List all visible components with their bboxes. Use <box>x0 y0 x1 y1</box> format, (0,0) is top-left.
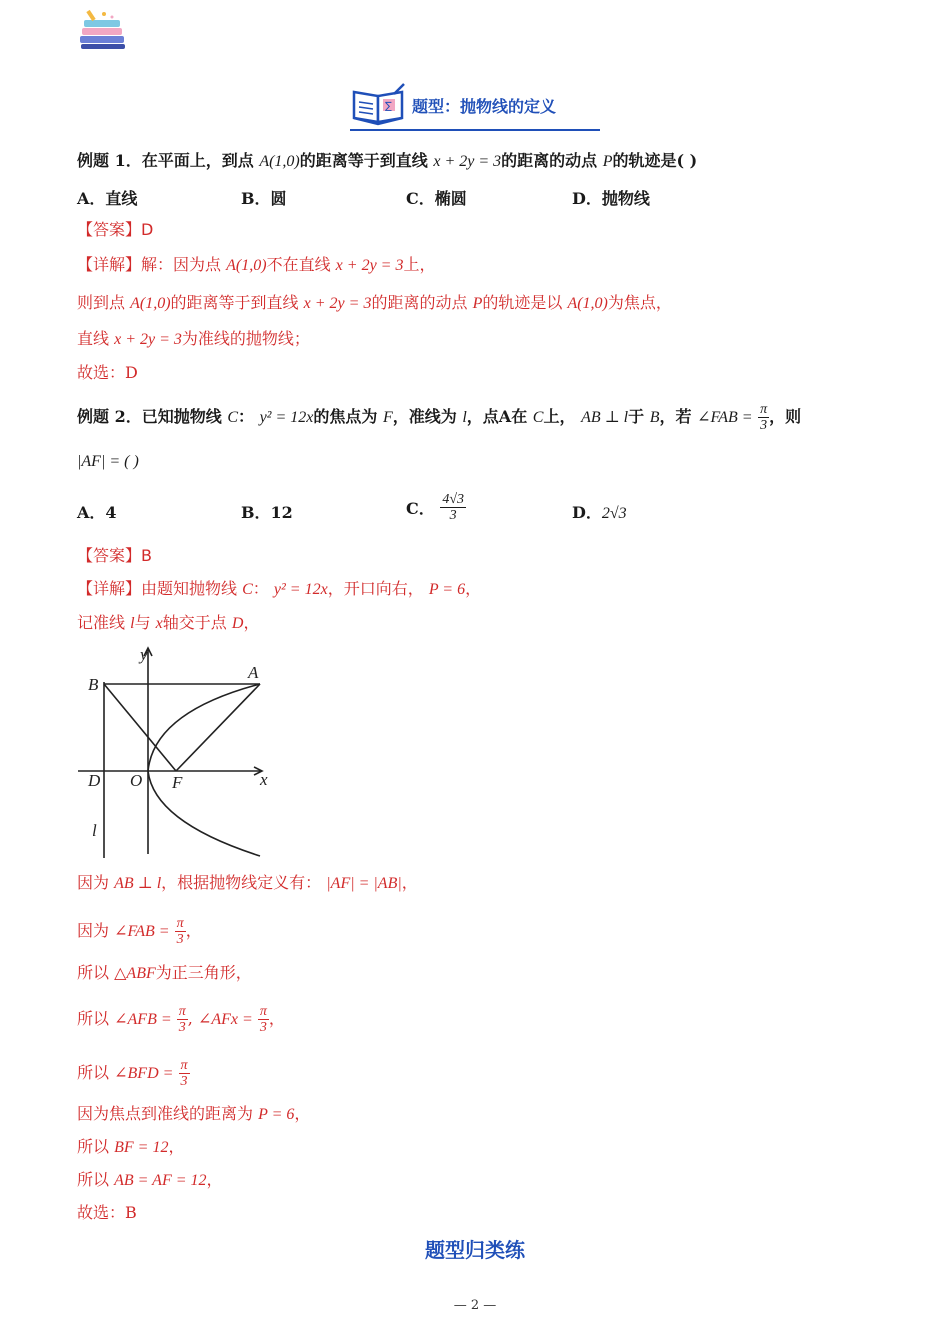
example2-answer: 【答案】B <box>77 546 152 565</box>
example2-ask: |AF| = ( ) <box>77 453 139 470</box>
example2-step-6: 因为焦点到准线的距离为 P = 6， <box>77 1104 311 1123</box>
example2-step-5: 所以 ∠BFD = $\frac{\pi}{3}$ <box>77 1058 188 1089</box>
label-x: x <box>260 770 268 789</box>
example2-conclusion: 故选：B <box>77 1203 137 1222</box>
choice-b: B．12 <box>241 503 293 522</box>
label-l: l <box>92 821 97 840</box>
example2-step-8: 所以 AB = AF = 12， <box>77 1170 223 1189</box>
example1-detail-1: 【详解】解：因为点 A(1,0)不在直线 x + 2y = 3上， <box>77 255 436 274</box>
example1-conclusion: 故选：D <box>77 363 138 382</box>
svg-text:∑: ∑ <box>385 101 392 112</box>
choice-b: B．圆 <box>241 189 287 208</box>
example-label: 例题 1． <box>77 151 142 170</box>
example-label: 例题 2． <box>77 407 142 426</box>
label-F: F <box>172 773 183 792</box>
choice-c: C．椭圆 <box>406 189 467 208</box>
example2-step-4: 所以 ∠AFB = $\frac{\pi}{3}$ , ∠AFx = $\frac{\pi}{3}$ ， <box>77 1004 285 1035</box>
label-O: O <box>130 771 143 790</box>
choice-a: A．4 <box>77 503 117 522</box>
example2-step-7: 所以 BF = 12， <box>77 1137 185 1156</box>
choice-a: A．直线 <box>77 189 138 208</box>
example2-step-2: 因为 ∠FAB = $\frac{\pi}{3}$ ， <box>77 916 202 947</box>
fraction: $\frac{\pi}{3}$ <box>760 402 768 433</box>
label-B: B <box>88 675 99 694</box>
label-y: y <box>140 645 148 664</box>
type-title-banner <box>350 82 600 134</box>
section-title: 题型归类练 <box>425 1238 525 1262</box>
example1-answer: 【答案】D <box>77 220 154 239</box>
parabola-figure <box>74 642 274 860</box>
choice-c: C． $\frac{4√3}{3}$ <box>406 492 465 523</box>
type-title: 题型：抛物线的定义 <box>412 97 557 116</box>
label-A: A <box>248 663 259 682</box>
example2-question: 例题 2．已知抛物线 C： y² = 12x的焦点为 F，准线为 l，点A在 C上， AB ⊥ l于 B，若 ∠FAB = $\frac{\pi}{3}$ ，则 <box>77 402 802 433</box>
example1-detail-3: 直线 x + 2y = 3为准线的抛物线； <box>77 329 310 348</box>
example1-question: 例题 1．在平面上，到点 A(1,0)的距离等于到直线 x + 2y = 3的距离的动点 P的轨迹是( ) <box>77 151 698 170</box>
label-D: D <box>88 771 101 790</box>
choice-d: D．2√3 <box>572 503 627 522</box>
example2-step-1: 因为 AB ⊥ l，根据抛物线定义有： |AF| = |AB|， <box>77 873 418 892</box>
example1-detail-2: 则到点 A(1,0)的距离等于到直线 x + 2y = 3的距离的动点 P的轨迹是以 A(1,0)为焦点， <box>77 293 672 312</box>
example2-step-3: 所以 △ABF为正三角形， <box>77 963 252 982</box>
example2-detail-2: 记准线 l与 x轴交于点 D， <box>77 613 260 632</box>
open-book-icon <box>350 82 408 126</box>
page-number: — 2 — <box>453 1298 497 1313</box>
choice-d: D．抛物线 <box>572 189 650 208</box>
example2-detail-1: 【详解】由题知抛物线 C： y² = 12x，开口向右， P = 6， <box>77 579 482 598</box>
books-logo-icon <box>78 8 128 52</box>
title-underline <box>350 129 600 131</box>
